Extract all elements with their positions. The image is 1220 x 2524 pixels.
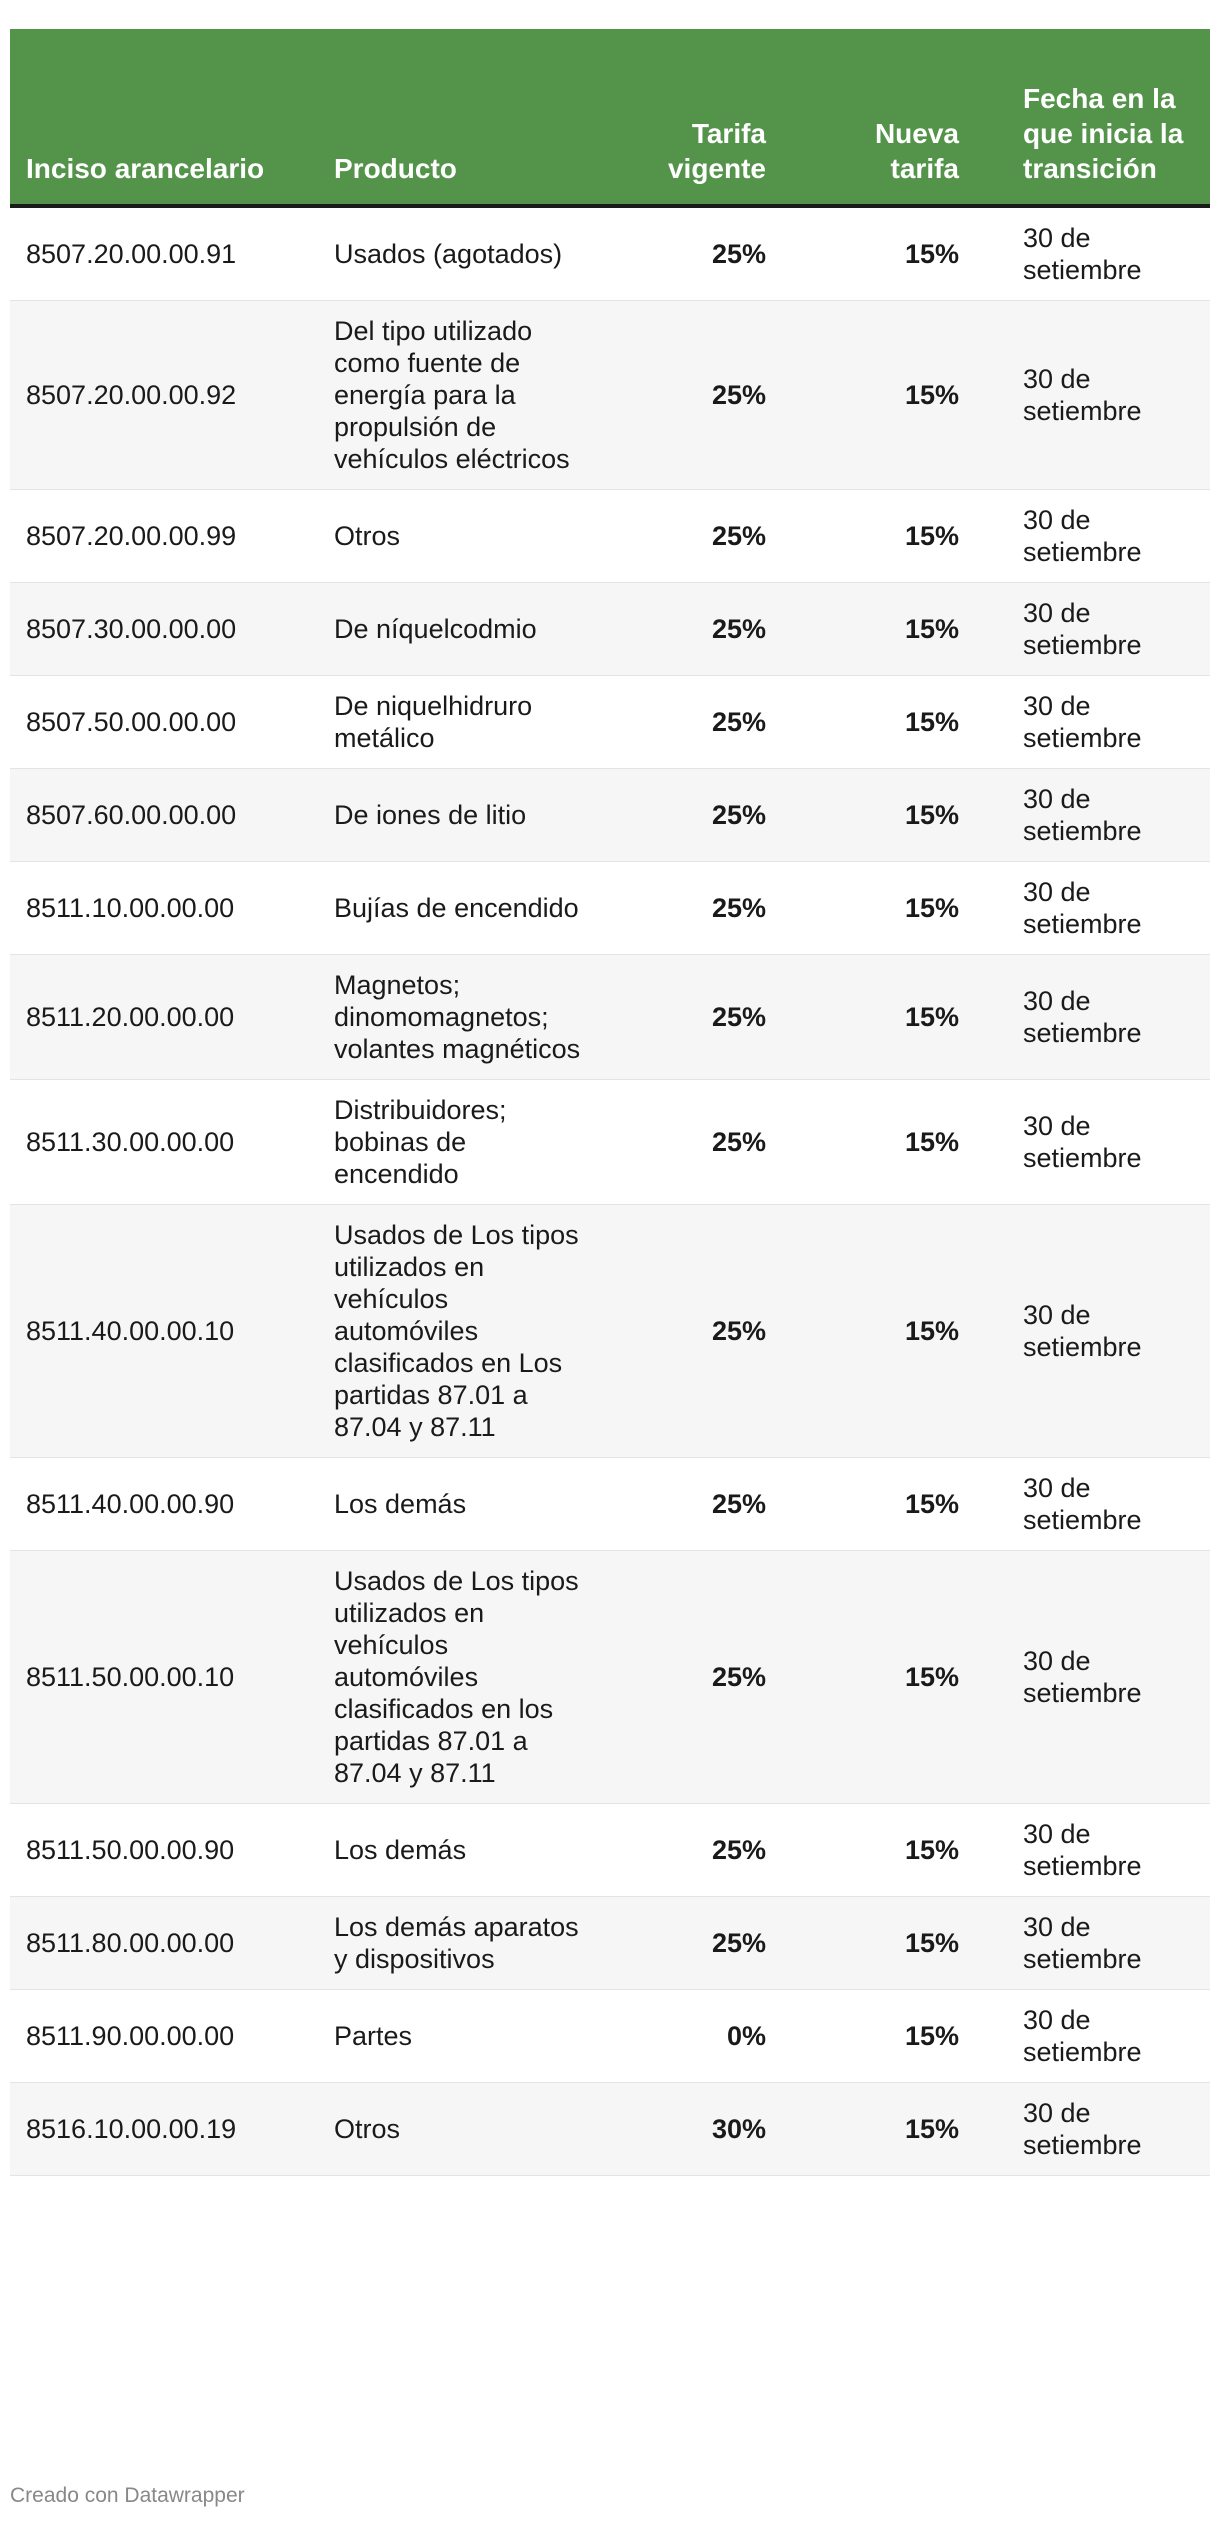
table-row: [10, 206, 1210, 301]
cell-producto: Otros: [318, 490, 618, 583]
cell-fecha: 30 de setiembre: [991, 1897, 1210, 1990]
cell-inciso: 8511.40.00.00.10: [10, 1205, 318, 1458]
cell-producto: Usados (agotados): [318, 206, 618, 301]
header-nueva-tarifa[interactable]: Nueva tarifa: [798, 29, 991, 206]
cell-nueva-tarifa: 15%: [798, 583, 991, 676]
cell-fecha: 30 de setiembre: [991, 769, 1210, 862]
cell-inciso: 8511.80.00.00.00: [10, 1897, 318, 1990]
cell-inciso: 8511.90.00.00.00: [10, 1990, 318, 2083]
cell-fecha: 30 de setiembre: [991, 583, 1210, 676]
cell-producto: Usados de Los tipos utilizados en vehículos automóviles clasificados en Los partidas 87.01 a 87.04 y 87.11: [318, 1205, 618, 1458]
cell-producto: Magnetos; dinomomagnetos; volantes magnéticos: [318, 955, 618, 1080]
cell-nueva-tarifa: 15%: [798, 1990, 991, 2083]
cell-producto: Otros: [318, 2083, 618, 2176]
cell-tarifa-vigente: 25%: [618, 862, 798, 955]
cell-tarifa-vigente: 25%: [618, 1458, 798, 1551]
cell-nueva-tarifa: 15%: [798, 955, 991, 1080]
cell-inciso: 8511.20.00.00.00: [10, 955, 318, 1080]
cell-tarifa-vigente: 25%: [618, 1205, 798, 1458]
header-tarifa-vigente[interactable]: Tarifa vigente: [618, 29, 798, 206]
table-row: [10, 676, 1210, 769]
table-row: [10, 769, 1210, 862]
table-row: [10, 1990, 1210, 2083]
table-body: [10, 206, 1210, 2176]
table-row: [10, 955, 1210, 1080]
cell-producto: Usados de Los tipos utilizados en vehículos automóviles clasificados en los partidas 87.01 a 87.04 y 87.11: [318, 1551, 618, 1804]
cell-nueva-tarifa: 15%: [798, 1551, 991, 1804]
cell-producto: Partes: [318, 1990, 618, 2083]
cell-nueva-tarifa: 15%: [798, 2083, 991, 2176]
cell-nueva-tarifa: 15%: [798, 769, 991, 862]
table-row: [10, 301, 1210, 490]
table-row: [10, 1080, 1210, 1205]
cell-nueva-tarifa: 15%: [798, 676, 991, 769]
cell-inciso: 8507.50.00.00.00: [10, 676, 318, 769]
tariff-table-container: [10, 29, 1210, 2176]
cell-tarifa-vigente: 25%: [618, 583, 798, 676]
cell-inciso: 8511.10.00.00.00: [10, 862, 318, 955]
cell-inciso: 8511.50.00.00.90: [10, 1804, 318, 1897]
cell-inciso: 8507.30.00.00.00: [10, 583, 318, 676]
table-row: [10, 490, 1210, 583]
cell-inciso: 8511.30.00.00.00: [10, 1080, 318, 1205]
cell-tarifa-vigente: 25%: [618, 490, 798, 583]
cell-nueva-tarifa: 15%: [798, 1804, 991, 1897]
cell-nueva-tarifa: 15%: [798, 1897, 991, 1990]
cell-tarifa-vigente: 25%: [618, 1897, 798, 1990]
cell-fecha: 30 de setiembre: [991, 301, 1210, 490]
cell-producto: Distribuidores; bobinas de encendido: [318, 1080, 618, 1205]
cell-fecha: 30 de setiembre: [991, 1458, 1210, 1551]
cell-tarifa-vigente: 25%: [618, 206, 798, 301]
cell-tarifa-vigente: 25%: [618, 1804, 798, 1897]
cell-tarifa-vigente: 25%: [618, 769, 798, 862]
cell-inciso: 8507.20.00.00.91: [10, 206, 318, 301]
cell-producto: Los demás: [318, 1458, 618, 1551]
cell-producto: Los demás: [318, 1804, 618, 1897]
cell-producto: Bujías de encendido: [318, 862, 618, 955]
cell-tarifa-vigente: 25%: [618, 1080, 798, 1205]
cell-fecha: 30 de setiembre: [991, 1551, 1210, 1804]
header-producto[interactable]: Producto: [318, 29, 618, 206]
table-row: [10, 1804, 1210, 1897]
cell-nueva-tarifa: 15%: [798, 301, 991, 490]
cell-inciso: 8511.50.00.00.10: [10, 1551, 318, 1804]
table-row: [10, 1551, 1210, 1804]
cell-fecha: 30 de setiembre: [991, 490, 1210, 583]
cell-nueva-tarifa: 15%: [798, 1458, 991, 1551]
cell-tarifa-vigente: 30%: [618, 2083, 798, 2176]
cell-fecha: 30 de setiembre: [991, 862, 1210, 955]
cell-producto: De níquelcodmio: [318, 583, 618, 676]
cell-inciso: 8507.60.00.00.00: [10, 769, 318, 862]
table-header: [10, 29, 1210, 206]
cell-fecha: 30 de setiembre: [991, 676, 1210, 769]
cell-tarifa-vigente: 25%: [618, 676, 798, 769]
cell-nueva-tarifa: 15%: [798, 1205, 991, 1458]
cell-inciso: 8507.20.00.00.92: [10, 301, 318, 490]
tariff-table: [10, 29, 1210, 2176]
cell-tarifa-vigente: 25%: [618, 1551, 798, 1804]
header-inciso[interactable]: Inciso arancelario: [10, 29, 318, 206]
cell-fecha: 30 de setiembre: [991, 1205, 1210, 1458]
cell-fecha: 30 de setiembre: [991, 955, 1210, 1080]
cell-fecha: 30 de setiembre: [991, 2083, 1210, 2176]
cell-inciso: 8516.10.00.00.19: [10, 2083, 318, 2176]
cell-producto: De niquelhidruro metálico: [318, 676, 618, 769]
table-row: [10, 583, 1210, 676]
cell-inciso: 8507.20.00.00.99: [10, 490, 318, 583]
cell-inciso: 8511.40.00.00.90: [10, 1458, 318, 1551]
header-row: [10, 29, 1210, 206]
cell-fecha: 30 de setiembre: [991, 1804, 1210, 1897]
header-fecha[interactable]: Fecha en la que inicia la transición: [991, 29, 1210, 206]
cell-producto: De iones de litio: [318, 769, 618, 862]
table-row: [10, 2083, 1210, 2176]
table-row: [10, 1205, 1210, 1458]
table-row: [10, 862, 1210, 955]
cell-nueva-tarifa: 15%: [798, 490, 991, 583]
cell-tarifa-vigente: 0%: [618, 1990, 798, 2083]
cell-producto: Los demás aparatos y dispositivos: [318, 1897, 618, 1990]
cell-tarifa-vigente: 25%: [618, 301, 798, 490]
table-row: [10, 1897, 1210, 1990]
cell-fecha: 30 de setiembre: [991, 1080, 1210, 1205]
footer-credit: Creado con Datawrapper: [10, 2484, 245, 2507]
cell-fecha: 30 de setiembre: [991, 206, 1210, 301]
cell-producto: Del tipo utilizado como fuente de energía para la propulsión de vehículos eléctricos: [318, 301, 618, 490]
cell-nueva-tarifa: 15%: [798, 206, 991, 301]
cell-nueva-tarifa: 15%: [798, 1080, 991, 1205]
cell-tarifa-vigente: 25%: [618, 955, 798, 1080]
table-row: [10, 1458, 1210, 1551]
cell-nueva-tarifa: 15%: [798, 862, 991, 955]
cell-fecha: 30 de setiembre: [991, 1990, 1210, 2083]
